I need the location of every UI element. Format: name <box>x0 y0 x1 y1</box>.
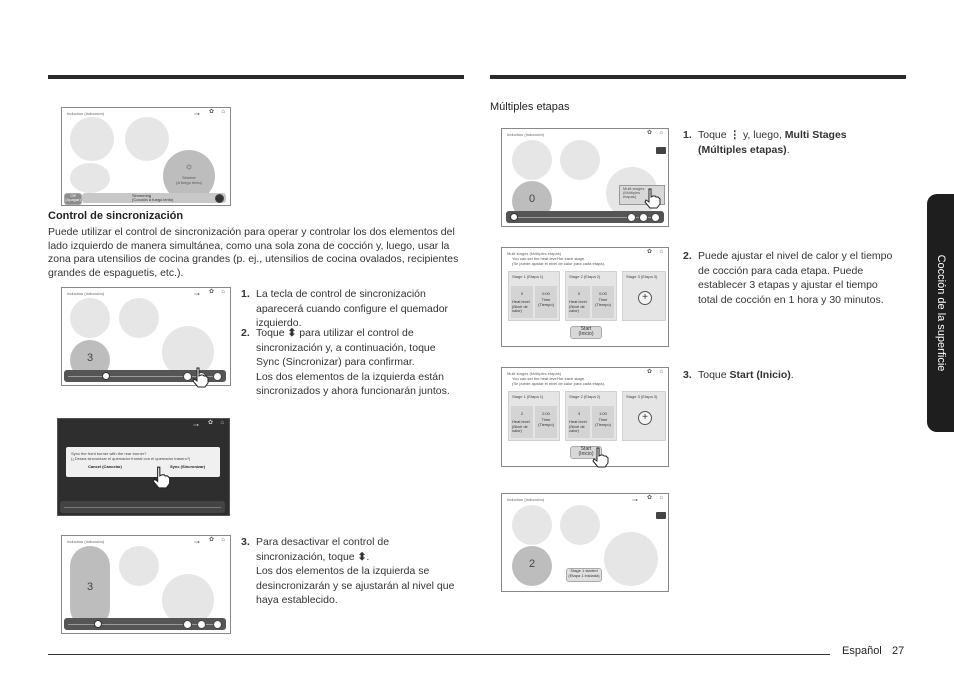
slider-knob[interactable] <box>94 620 102 628</box>
sync-status-icon: ▭▸ <box>194 539 200 544</box>
sync-icon[interactable] <box>197 620 206 629</box>
heat-slider[interactable] <box>506 211 664 223</box>
burner-level: 3 <box>86 352 94 364</box>
time-box[interactable] <box>535 406 557 438</box>
hand-pointer-icon <box>642 187 664 209</box>
sync-key-icon: ⬍ <box>287 327 297 339</box>
screen-multistage-menu <box>501 128 669 227</box>
time-label: Time (Tiempo) <box>595 417 611 427</box>
sync-status-icon: ▭▸ <box>193 422 199 427</box>
burner-front-right[interactable] <box>604 532 658 586</box>
footer-rule <box>48 654 830 655</box>
sync-button[interactable]: Sync (Sincronizar) <box>170 464 206 469</box>
heat-label: Heat level (Nivel de calor) <box>512 419 530 433</box>
gear-icon[interactable]: ✿ <box>208 537 214 543</box>
step-number: 3. <box>683 369 692 381</box>
gear-icon[interactable]: ✿ <box>646 369 652 375</box>
time-value: 0:00 <box>542 291 550 296</box>
gear-icon[interactable]: ✿ <box>207 420 213 426</box>
burner-front-left[interactable] <box>70 163 110 193</box>
home-icon[interactable]: ⌂ <box>659 369 663 375</box>
heat-value: 0 <box>577 291 581 296</box>
heat-value: 2 <box>520 411 524 416</box>
sync-intro: Puede utilizar el control de sincronización para operar y controlar los dos elementos del lado izquierdo de manera simultánea, como una sola zona de cocción y, luego, usar la zona para utensilios de cocina grandes (p. ej., utensilios de cocina ovalados, recipientes grandes de espaguetis, etc.). <box>48 226 459 279</box>
stage-hint: You can set the heat level for each stage. (Se puede ajustar el nivel de calor para cada etapa). <box>512 256 605 266</box>
stage-label: Stage 2 (Etapa 2) <box>569 394 601 399</box>
burner-rear-right[interactable] <box>560 505 600 545</box>
simmer-label: Simmer (A fuego lento) <box>175 175 203 185</box>
sync-dialog <box>66 447 220 477</box>
heat-label: Heat level (Nivel de calor) <box>569 299 587 313</box>
add-stage-icon[interactable]: + <box>638 411 652 425</box>
add-stage-icon[interactable]: + <box>638 291 652 305</box>
screen-title: Induction (Inducción) <box>67 111 105 116</box>
screen-title: Induction (Inducción) <box>67 291 105 296</box>
home-icon[interactable]: ⌂ <box>220 420 224 426</box>
time-label: Time (Tiempo) <box>595 297 611 307</box>
step-number: 2. <box>241 327 250 339</box>
screen-title: Induction (Inducción) <box>67 539 105 544</box>
screen-stage-filled <box>501 367 669 467</box>
home-icon[interactable]: ⌂ <box>221 109 225 115</box>
gear-icon[interactable]: ✿ <box>208 289 214 295</box>
time-value: 0:00 <box>599 291 607 296</box>
synced-burner-zone[interactable] <box>70 546 110 628</box>
burner-level: 3 <box>86 581 94 593</box>
stage-label: Stage 3 (Etapa 3) <box>626 274 658 279</box>
home-icon[interactable]: ⌂ <box>221 537 225 543</box>
sync-status-icon: ▭▸ <box>194 291 200 296</box>
more-icon[interactable] <box>651 213 660 222</box>
start-button[interactable]: Start (Inicio) <box>570 446 602 459</box>
home-icon[interactable]: ⌂ <box>659 249 663 255</box>
stage-3-card[interactable] <box>622 271 666 321</box>
step-text: Puede ajustar el nivel de calor y el tiempo de cocción para cada etapa. Puede establecer 3 etapas y ajustar el tiempo total de cocción en 1 hora y 30 minutos. <box>698 250 893 306</box>
step-number: 3. <box>241 536 250 548</box>
step-number: 1. <box>241 288 250 300</box>
gear-icon[interactable]: ✿ <box>646 495 652 501</box>
time-label: Time (Tiempo) <box>538 417 554 427</box>
step-text-a: Toque <box>698 369 727 381</box>
step-text-a: Toque <box>256 327 285 339</box>
burner-rear-right[interactable] <box>560 140 600 180</box>
right-header-rule <box>490 75 906 79</box>
slider-knob[interactable] <box>102 372 110 380</box>
status-text: Simmering (Cocción a fuego lento) <box>132 193 174 202</box>
stage-label: Stage 3 (Etapa 3) <box>626 394 658 399</box>
home-icon[interactable]: ⌂ <box>221 289 225 295</box>
screen-sync-dialog <box>57 418 230 516</box>
stage-started-status: Stage 1 started (Etapa 1 iniciada) <box>566 568 602 582</box>
burner-rear-left[interactable] <box>512 140 552 180</box>
timer-icon[interactable] <box>183 620 192 629</box>
burner-rear-left[interactable] <box>70 298 110 338</box>
heat-value: 0 <box>520 291 524 296</box>
step-text-b: y, luego, <box>742 129 782 141</box>
step-bold: Start (Inicio) <box>729 369 791 381</box>
step-number: 1. <box>683 129 692 141</box>
step-text-c: . <box>786 143 790 156</box>
heat-value: 3 <box>577 411 581 416</box>
stage-label: Stage 1 (Etapa 1) <box>512 274 544 279</box>
screen-title: Multi stages (Múltiples etapas) <box>507 371 562 376</box>
time-value: 1:00 <box>599 411 607 416</box>
sync-icon[interactable] <box>639 213 648 222</box>
sync-status-icon: ▭▸ <box>632 497 638 502</box>
sync-key-icon: ⬍ <box>357 550 367 563</box>
heat-level-box[interactable] <box>568 406 590 438</box>
screen-stage-started <box>501 493 669 592</box>
screen-stage-setup <box>501 247 669 347</box>
home-icon[interactable]: ⌂ <box>659 130 663 136</box>
step-text-c: Los dos elementos de la izquierda se desincronizarán y se ajustarán al nivel que haya establecido. <box>256 565 455 606</box>
more-options-icon: ⋮ <box>729 129 741 141</box>
stage-2-card[interactable] <box>565 391 617 441</box>
heat-level-box[interactable] <box>511 406 533 438</box>
hand-pointer-icon <box>190 366 212 388</box>
dialog-text: Sync the front burner with the rear burner? (¿Desea sincronizar el quemador frontal con el quemador trasero?) <box>71 451 191 461</box>
cancel-button[interactable]: Cancel (Cancelar) <box>88 464 122 469</box>
time-box[interactable] <box>535 286 557 318</box>
sync-heading: Control de sincronización <box>48 210 184 222</box>
off-button[interactable]: Off (Apagar) <box>64 193 82 205</box>
heat-level-box[interactable] <box>511 286 533 318</box>
step-text-c: Los dos elementos de la izquierda están sincronizados y ahora funcionarán juntos. <box>256 370 450 397</box>
stage-hint: You can set the heat level for each stage. (Se puede ajustar el nivel de calor para cada etapa). <box>512 376 605 386</box>
display-icon <box>656 512 666 519</box>
stage-label: Stage 1 (Etapa 1) <box>512 394 544 399</box>
step-text: La tecla de control de sincronización aparecerá cuando configure el quemador izquierdo. <box>256 288 449 329</box>
slider-knob[interactable] <box>510 213 518 221</box>
gear-icon[interactable]: ✿ <box>208 109 214 115</box>
footer-language: Español <box>842 645 882 657</box>
time-box[interactable] <box>592 406 614 438</box>
screen-title: Induction (Inducción) <box>507 497 545 502</box>
burner-rear-right[interactable] <box>119 298 159 338</box>
burner-level: 0 <box>528 193 536 205</box>
step-bold: Multi Stages (Múltiples etapas) <box>698 129 847 156</box>
stage-3-card[interactable] <box>622 391 666 441</box>
stage-1-card[interactable] <box>508 271 560 321</box>
section-tab-label: Cocción de la superficie <box>934 254 947 372</box>
step-text-b: . <box>366 550 370 563</box>
screen-sync-active <box>61 535 231 634</box>
power-icon[interactable] <box>215 194 224 203</box>
step-text-b: . <box>790 369 794 381</box>
screen-title: Induction (Inducción) <box>507 132 545 137</box>
section-tab <box>927 194 954 432</box>
timer-icon[interactable] <box>627 213 636 222</box>
multi-stages-option[interactable]: Multi stages (Múltiples etapas) <box>623 186 645 199</box>
screen-simmer <box>61 107 231 206</box>
start-button[interactable]: Start (Inicio) <box>570 326 602 339</box>
home-icon[interactable]: ⌂ <box>659 495 663 501</box>
multistage-heading: Múltiples etapas <box>490 101 570 113</box>
heat-slider <box>60 501 225 513</box>
step-text-b: para utilizar el control de sincronización y, a continuación, toque Sync (Sincronizar) para confirmar. <box>256 327 436 368</box>
hand-pointer-icon <box>590 446 612 468</box>
stage-label: Stage 2 (Etapa 2) <box>569 274 601 279</box>
screen-title: Multi stages (Múltiples etapas) <box>507 251 562 256</box>
burner-rear-right[interactable] <box>119 546 159 586</box>
burner-rear-left[interactable] <box>512 505 552 545</box>
more-icon[interactable] <box>213 620 222 629</box>
display-icon <box>656 147 666 154</box>
heat-slider[interactable] <box>64 618 226 630</box>
burner-rear-left[interactable] <box>70 117 114 161</box>
page-number: 27 <box>892 645 905 657</box>
heat-label: Heat level (Nivel de calor) <box>512 299 530 313</box>
time-value: 2:00 <box>542 411 550 416</box>
time-box[interactable] <box>592 286 614 318</box>
time-label: Time (Tiempo) <box>538 297 554 307</box>
status-bar <box>82 193 226 203</box>
burner-level: 2 <box>528 558 536 570</box>
gear-icon[interactable]: ✿ <box>646 249 652 255</box>
stage-2-card[interactable] <box>565 271 617 321</box>
left-header-rule <box>48 75 464 79</box>
screen-sync-key <box>61 287 231 386</box>
step-number: 2. <box>683 250 692 262</box>
gear-icon[interactable]: ✿ <box>646 130 652 136</box>
stage-1-card[interactable] <box>508 391 560 441</box>
heat-level-box[interactable] <box>568 286 590 318</box>
burner-rear-right[interactable] <box>125 117 169 161</box>
step-text-a: Para desactivar el control de sincronización, toque <box>256 536 390 563</box>
step-text-a: Toque <box>698 129 727 141</box>
more-icon[interactable] <box>213 372 222 381</box>
hand-pointer-icon <box>150 465 174 489</box>
simmer-icon: ⌬ <box>186 165 192 171</box>
heat-label: Heat level (Nivel de calor) <box>569 419 587 433</box>
burner-front-left[interactable] <box>512 546 552 586</box>
sync-status-icon: ▭▸ <box>194 111 200 116</box>
